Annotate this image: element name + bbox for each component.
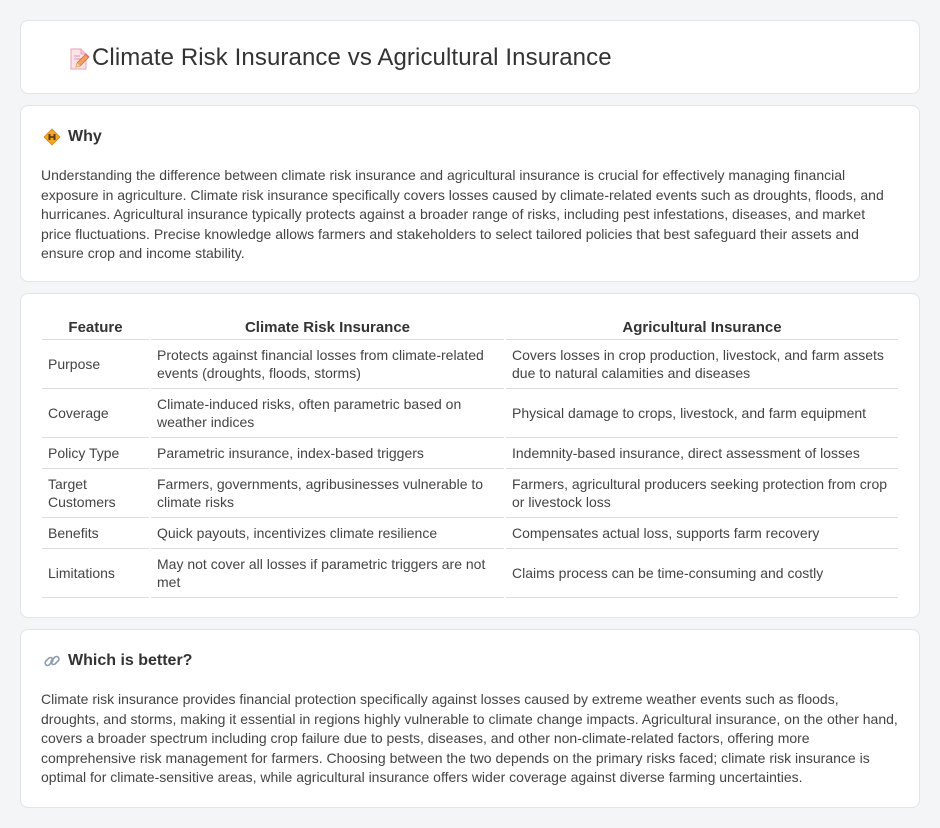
row-agri-value: Indemnity-based insurance, direct assessment of losses — [505, 438, 898, 469]
comparison-table-card — [20, 293, 920, 618]
table-row — [42, 438, 898, 469]
why-text: Understanding the difference between climate risk insurance and agricultural insurance is crucial for effectively managing financial exposure in agriculture. Climate risk insurance specifically covers losses caused by climate-related events such as droughts, floods, and hurricanes. Agricultural insurance typically protects against a broader range of risks, including pest infestations, diseases, and market price fluctuations. Precise knowledge allows farmers and stakeholders to select tailored policies that best safeguard their assets and ensure crop and income stability. — [41, 167, 884, 261]
header-climate-risk: Climate Risk Insurance — [150, 314, 505, 340]
better-heading: Which is better? — [68, 652, 193, 669]
row-climate-value: Farmers, governments, agribusinesses vulnerable to climate risks — [150, 469, 505, 518]
table-row — [42, 340, 898, 389]
row-climate-value: Parametric insurance, index-based triggers — [150, 438, 505, 469]
why-heading: Why — [68, 128, 102, 145]
which-is-better-section — [20, 629, 920, 808]
page-title: Climate Risk Insurance vs Agricultural Insurance — [92, 44, 612, 71]
header-agricultural: Agricultural Insurance — [505, 314, 898, 340]
document-pencil-icon — [67, 47, 91, 71]
row-climate-value: Quick payouts, incentivizes climate resilience — [150, 518, 505, 549]
why-section — [20, 105, 920, 282]
table-row — [42, 469, 898, 518]
table-row — [42, 389, 898, 438]
header-feature: Feature — [42, 314, 150, 340]
row-climate-value: Protects against financial losses from climate-related events (droughts, floods, storms) — [150, 340, 505, 389]
comparison-table — [42, 314, 898, 598]
row-agri-value: Physical damage to crops, livestock, and farm equipment — [505, 389, 898, 438]
better-text: Climate risk insurance provides financial protection specifically against losses caused by extreme weather events such as floods, droughts, and storms, making it essential in regions highly vulnerable to climate change impacts. Agricultural insurance, on the other hand, covers a broader spectrum including crop failure due to pests, diseases, and other non-climate-related factors, offering more comprehensive risk management for farmers. Choosing between the two depends on the primary risks faced; climate risk insurance is optimal for climate-sensitive areas, while agricultural insurance offers wider coverage against diverse farming uncertainties. — [41, 691, 898, 785]
row-climate-value: May not cover all losses if parametric triggers are not met — [150, 549, 505, 598]
warning-diamond-icon — [43, 128, 61, 146]
row-feature: Target Customers — [42, 469, 150, 518]
row-agri-value: Compensates actual loss, supports farm recovery — [505, 518, 898, 549]
table-header-row — [42, 314, 898, 340]
row-feature: Benefits — [42, 518, 150, 549]
why-heading-row — [43, 128, 102, 146]
title-card — [20, 20, 920, 94]
table-row — [42, 518, 898, 549]
row-feature: Policy Type — [42, 438, 150, 469]
row-agri-value: Covers losses in crop production, livestock, and farm assets due to natural calamities and diseases — [505, 340, 898, 389]
table-row — [42, 549, 898, 598]
row-feature: Limitations — [42, 549, 150, 598]
row-agri-value: Claims process can be time-consuming and costly — [505, 549, 898, 598]
row-feature: Coverage — [42, 389, 150, 438]
link-icon — [43, 652, 61, 670]
row-feature: Purpose — [42, 340, 150, 389]
row-agri-value: Farmers, agricultural producers seeking protection from crop or livestock loss — [505, 469, 898, 518]
better-heading-row — [43, 652, 192, 670]
row-climate-value: Climate-induced risks, often parametric based on weather indices — [150, 389, 505, 438]
